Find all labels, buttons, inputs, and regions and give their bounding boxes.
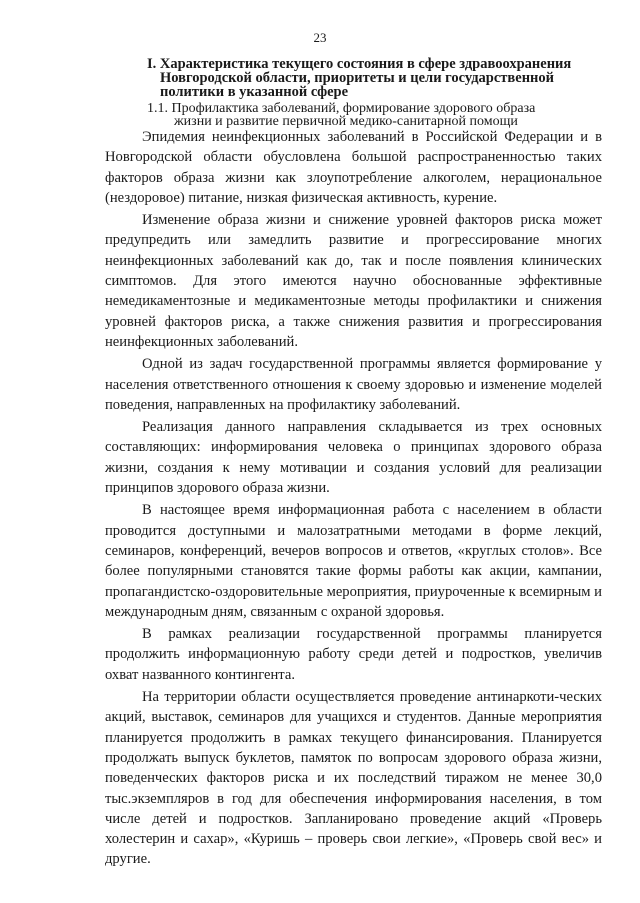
paragraph-6: В рамках реализации государственной программы планируется продолжить информационную работу среди детей и подростков, увеличив охват названного контингента. (105, 626, 602, 683)
subsection-title-line-1: 1.1. Профилактика заболеваний, формирование здорового образа (147, 101, 536, 116)
page-number: 23 (313, 30, 327, 45)
section-title-line-1: I. Характеристика текущего состояния в сфере здравоохранения (147, 56, 572, 72)
paragraph-5: В настоящее время информационная работа с населением в области проводится доступными и малозатратными методами в форме лекций, семинаров, конференций, вечеров вопросов и ответов, «круглых столов». Все более популярными становятся такие формы работы как акции, кампании, пропагандистско-оздоровительные мероприятия, приуроченные к всемирным и международным дням, связанным с охраной здоровья. (105, 502, 602, 620)
paragraph-1: Эпидемия неинфекционных заболеваний в Российской Федерации и в Новгородской области обусловлена большой распространенностью таких факторов образа жизни как злоупотребление алкоголем, нерациональное (нездоровое) питание, низкая физическая активность, курение. (105, 129, 602, 206)
section-title (147, 57, 587, 99)
paragraph-4: Реализация данного направления складывается из трех основных составляющих: информирования человека о принципах здорового образа жизни, создания к нему мотивации и создания условий для реализации принципов здорового образа жизни. (105, 419, 602, 497)
paragraph-3: Одной из задач государственной программы является формирование у населения ответственного отношения к своему здоровью и изменение моделей поведения, направленных на профилактику заболеваний. (105, 356, 602, 413)
subsection-title (147, 102, 577, 128)
section-title-line-2: Новгородской области, приоритеты и цели государственной (160, 70, 555, 86)
subsection-title-line-2: жизни и развитие первичной медико-санитарной помощи (174, 114, 518, 129)
section-title-line-3: политики в указанной сфере (160, 84, 349, 100)
body-text (105, 127, 602, 872)
paragraph-2: Изменение образа жизни и снижение уровней факторов риска может предупредить или замедлить развитие и прогрессирование многих неинфекционных заболеваний как до, так и после появления клинических симптомов. Для этого имеются научно обоснованные эффективные немедикаментозные и медикаментозные методы профилактики и снижения уровней факторов риска, а также снижения развития и прогрессирования неинфекционных заболеваний. (105, 212, 602, 350)
paragraph-7: На территории области осуществляется проведение антинаркоти-ческих акций, выставок, семинаров для учащихся и студентов. Данные мероприятия планируется продолжить в рамках текущего финансирования. Планируется продолжать выпуск буклетов, памяток по вопросам здорового образа жизни, поведенческих факторов риска и их последствий тиражом не менее 30,0 тыс.экземпляров в год для обеспечения информирования населения, в том числе детей и подростков. Запланировано проведение акций «Проверь холестерин и сахар», «Куришь – проверь свои легкие», «Проверь свой вес» и другие. (105, 689, 602, 868)
